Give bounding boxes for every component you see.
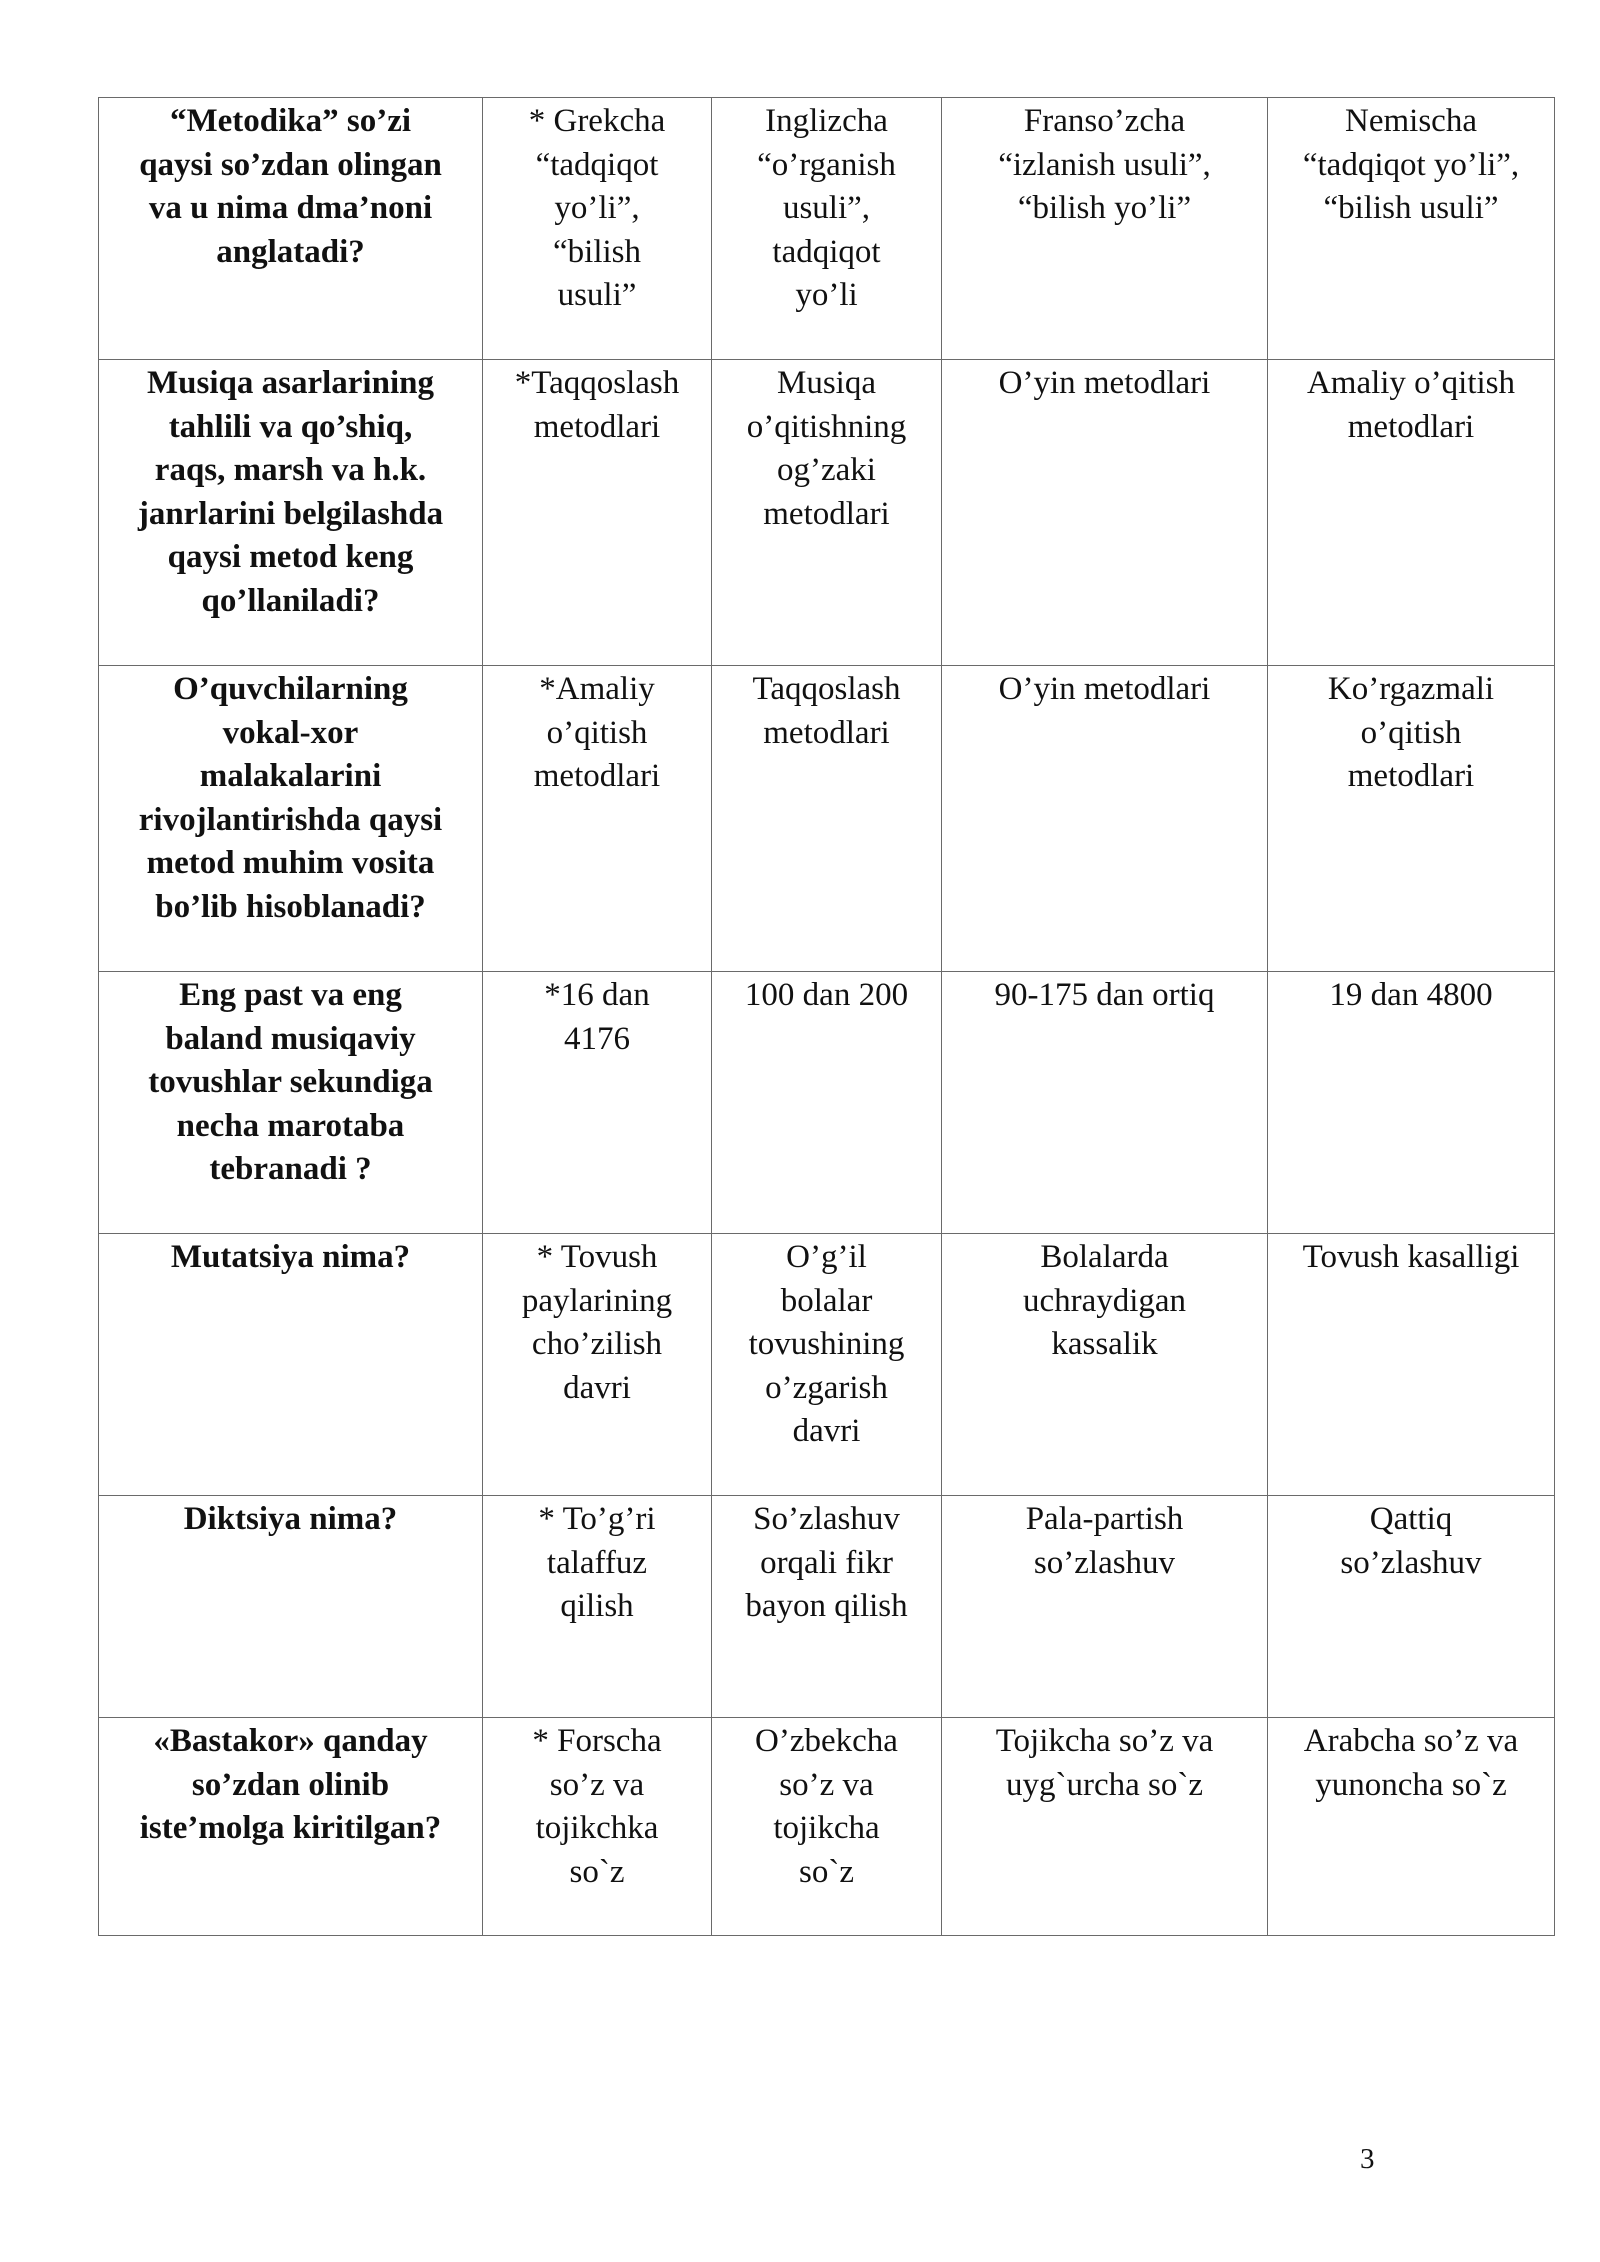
answer-text-line: Franso’zcha	[1023, 103, 1186, 139]
table-row	[99, 972, 1555, 1234]
question-text-line: raqs, marsh va h.k.	[154, 452, 427, 488]
answer-cell	[942, 98, 1268, 360]
answer-text-line: *16 dan	[544, 977, 650, 1013]
answer-text-line: davri	[563, 1369, 631, 1406]
answer-text-line: O’zbekcha	[755, 1723, 898, 1759]
question-text-line: rivojlantirishda qaysi	[138, 801, 443, 838]
answer-text-line: Inglizcha	[765, 103, 888, 139]
answer-text-line: O’g’il	[786, 1239, 867, 1275]
correct-answer-cell	[483, 360, 712, 666]
answer-text-line: metodlari	[533, 758, 661, 794]
answer-text-line: yo’li”,	[554, 190, 640, 226]
table-row	[99, 1234, 1555, 1496]
answer-text-line: * Forscha	[532, 1723, 662, 1759]
answer-cell	[1268, 98, 1555, 360]
answer-text-line: so’zlashuv	[1033, 1544, 1176, 1581]
answer-text-line: cho’zilish	[531, 1326, 663, 1362]
answer-text-line: davri	[792, 1413, 861, 1449]
answer-text-line: usuli”	[557, 277, 637, 313]
question-text-line: tovushlar sekundiga	[148, 1064, 433, 1100]
question-text-line: “Metodika” so’zi	[169, 103, 412, 139]
question-cell	[99, 360, 483, 666]
answer-text-line: uchraydigan	[1022, 1282, 1187, 1319]
answer-text-line: paylarining	[521, 1282, 673, 1319]
question-text-line: bo’lib hisoblanadi?	[155, 888, 426, 925]
answer-cell	[942, 666, 1268, 972]
answer-cell	[942, 360, 1268, 666]
answer-text-line: talaffuz	[546, 1544, 648, 1581]
correct-answer-cell	[483, 1234, 712, 1496]
question-text-line: anglatadi?	[216, 233, 365, 270]
answer-text-line: yo’li	[795, 277, 858, 313]
question-table-body	[99, 98, 1555, 1936]
answer-text-line: Musiqa	[777, 365, 876, 401]
answer-text-line: 100 dan 200	[744, 977, 909, 1013]
answer-text-line: “tadqiqot yo’li”,	[1302, 146, 1520, 183]
page-number: 3	[1360, 2143, 1375, 2175]
answer-text-line: tadqiqot	[772, 233, 881, 270]
question-text-line: O’quvchilarning	[173, 671, 408, 707]
answer-text-line: “bilish usuli”	[1323, 190, 1499, 226]
question-text-line: janrlarini belgilashda	[137, 495, 444, 532]
question-cell	[99, 98, 483, 360]
answer-text-line: 90-175 dan ortiq	[994, 977, 1215, 1013]
question-text-line: iste’molga kiritilgan?	[139, 1810, 442, 1846]
question-table	[98, 97, 1555, 1936]
answer-text-line: Qattiq	[1369, 1501, 1453, 1537]
question-text-line: necha marotaba	[176, 1107, 405, 1144]
answer-text-line: yunoncha so`z	[1315, 1766, 1507, 1803]
answer-text-line: orqali fikr	[760, 1544, 893, 1581]
answer-text-line: kassalik	[1051, 1326, 1158, 1362]
question-cell	[99, 1718, 483, 1936]
table-row	[99, 666, 1555, 972]
answer-text-line: metodlari	[533, 408, 661, 445]
answer-text-line: so’z va	[779, 1766, 874, 1803]
answer-cell	[712, 360, 942, 666]
table-row	[99, 360, 1555, 666]
answer-text-line: bolalar	[780, 1282, 873, 1319]
answer-text-line: 19 dan 4800	[1329, 977, 1493, 1013]
answer-text-line: Tojikcha so’z va	[995, 1723, 1214, 1759]
answer-text-line: “bilish	[553, 233, 641, 270]
answer-text-line: so`z	[569, 1853, 625, 1890]
answer-text-line: * Tovush	[536, 1239, 658, 1275]
answer-text-line: tojikcha	[773, 1810, 880, 1846]
question-text-line: qo’llaniladi?	[201, 582, 380, 619]
question-text-line: Eng past va eng	[179, 977, 402, 1013]
answer-cell	[942, 1234, 1268, 1496]
answer-cell	[942, 1496, 1268, 1718]
table-row	[99, 1718, 1555, 1936]
answer-cell	[1268, 666, 1555, 972]
answer-text-line: Arabcha so’z va	[1303, 1723, 1519, 1759]
question-cell	[99, 972, 483, 1234]
answer-text-line: *Taqqoslash	[514, 365, 680, 401]
question-text-line: baland musiqaviy	[165, 1020, 416, 1057]
answer-text-line: O’yin metodlari	[998, 671, 1211, 707]
answer-text-line: “tadqiqot	[535, 146, 659, 183]
answer-text-line: bayon qilish	[745, 1588, 908, 1624]
answer-text-line: “bilish yo’li”	[1017, 190, 1192, 226]
question-text-line: tebranadi ?	[209, 1151, 372, 1187]
question-text-line: va u nima dma’noni	[148, 190, 433, 226]
answer-cell	[1268, 972, 1555, 1234]
question-text-line: qaysi so’zdan olingan	[139, 146, 442, 183]
question-cell	[99, 666, 483, 972]
answer-text-line: “izlanish usuli”,	[998, 146, 1211, 183]
answer-text-line: “o’rganish	[757, 146, 896, 183]
answer-text-line: Amaliy o’qitish	[1306, 365, 1516, 401]
answer-cell	[712, 1496, 942, 1718]
answer-cell	[1268, 1718, 1555, 1936]
answer-text-line: so`z	[799, 1853, 854, 1890]
correct-answer-cell	[483, 98, 712, 360]
answer-text-line: o’qitish	[1360, 714, 1462, 751]
answer-text-line: usuli”,	[782, 190, 871, 226]
answer-text-line: uyg`urcha so`z	[1005, 1766, 1203, 1803]
answer-text-line: Bolalarda	[1040, 1239, 1169, 1275]
answer-cell	[712, 1234, 942, 1496]
answer-text-line: Pala-partish	[1025, 1501, 1184, 1537]
correct-answer-cell	[483, 1718, 712, 1936]
answer-cell	[712, 972, 942, 1234]
answer-text-line: So’zlashuv	[753, 1501, 900, 1537]
answer-text-line: o’qitishning	[746, 408, 907, 445]
answer-text-line: metodlari	[763, 714, 890, 751]
answer-text-line: o’qitish	[546, 714, 648, 751]
answer-cell	[1268, 1496, 1555, 1718]
answer-text-line: Ko’rgazmali	[1327, 671, 1495, 707]
question-text-line: malakalarini	[199, 758, 382, 794]
correct-answer-cell	[483, 1496, 712, 1718]
answer-text-line: * Grekcha	[528, 103, 666, 139]
answer-text-line: tovushining	[748, 1326, 905, 1362]
question-cell	[99, 1496, 483, 1718]
question-cell	[99, 1234, 483, 1496]
correct-answer-cell	[483, 972, 712, 1234]
table-row	[99, 1496, 1555, 1718]
correct-answer-cell	[483, 666, 712, 972]
answer-text-line: so’z va	[549, 1766, 645, 1803]
question-text-line: qaysi metod keng	[167, 539, 414, 575]
answer-cell	[712, 1718, 942, 1936]
answer-cell	[712, 98, 942, 360]
answer-text-line: qilish	[560, 1588, 634, 1624]
answer-cell	[1268, 1234, 1555, 1496]
answer-text-line: *Amaliy	[539, 671, 655, 707]
answer-text-line: Tovush kasalligi	[1302, 1239, 1520, 1275]
table-row	[99, 98, 1555, 360]
answer-text-line: tojikchka	[535, 1810, 659, 1846]
question-text-line: metod muhim vosita	[146, 845, 435, 881]
answer-text-line: so’zlashuv	[1340, 1544, 1482, 1581]
question-text-line: «Bastakor» qanday	[153, 1723, 428, 1759]
answer-cell	[1268, 360, 1555, 666]
question-text-line: so’zdan olinib	[191, 1766, 390, 1803]
question-text-line: Diktsiya nima?	[183, 1501, 398, 1537]
answer-text-line: O’yin metodlari	[998, 365, 1211, 401]
question-text-line: Musiqa asarlarining	[147, 365, 434, 401]
answer-cell	[712, 666, 942, 972]
answer-text-line: o’zgarish	[765, 1369, 888, 1406]
answer-text-line: Taqqoslash	[752, 671, 901, 707]
answer-text-line: metodlari	[1347, 758, 1475, 794]
answer-text-line: 4176	[564, 1020, 630, 1057]
answer-text-line: metodlari	[1347, 408, 1475, 445]
answer-cell	[942, 1718, 1268, 1936]
question-text-line: tahlili va qo’shiq,	[168, 408, 413, 445]
answer-cell	[942, 972, 1268, 1234]
answer-text-line: metodlari	[763, 495, 890, 532]
answer-text-line: * To’g’ri	[538, 1501, 656, 1537]
answer-text-line: Nemischa	[1345, 103, 1477, 139]
answer-text-line: og’zaki	[777, 452, 876, 488]
question-text-line: vokal-xor	[222, 714, 359, 751]
question-text-line: Mutatsiya nima?	[170, 1239, 411, 1275]
